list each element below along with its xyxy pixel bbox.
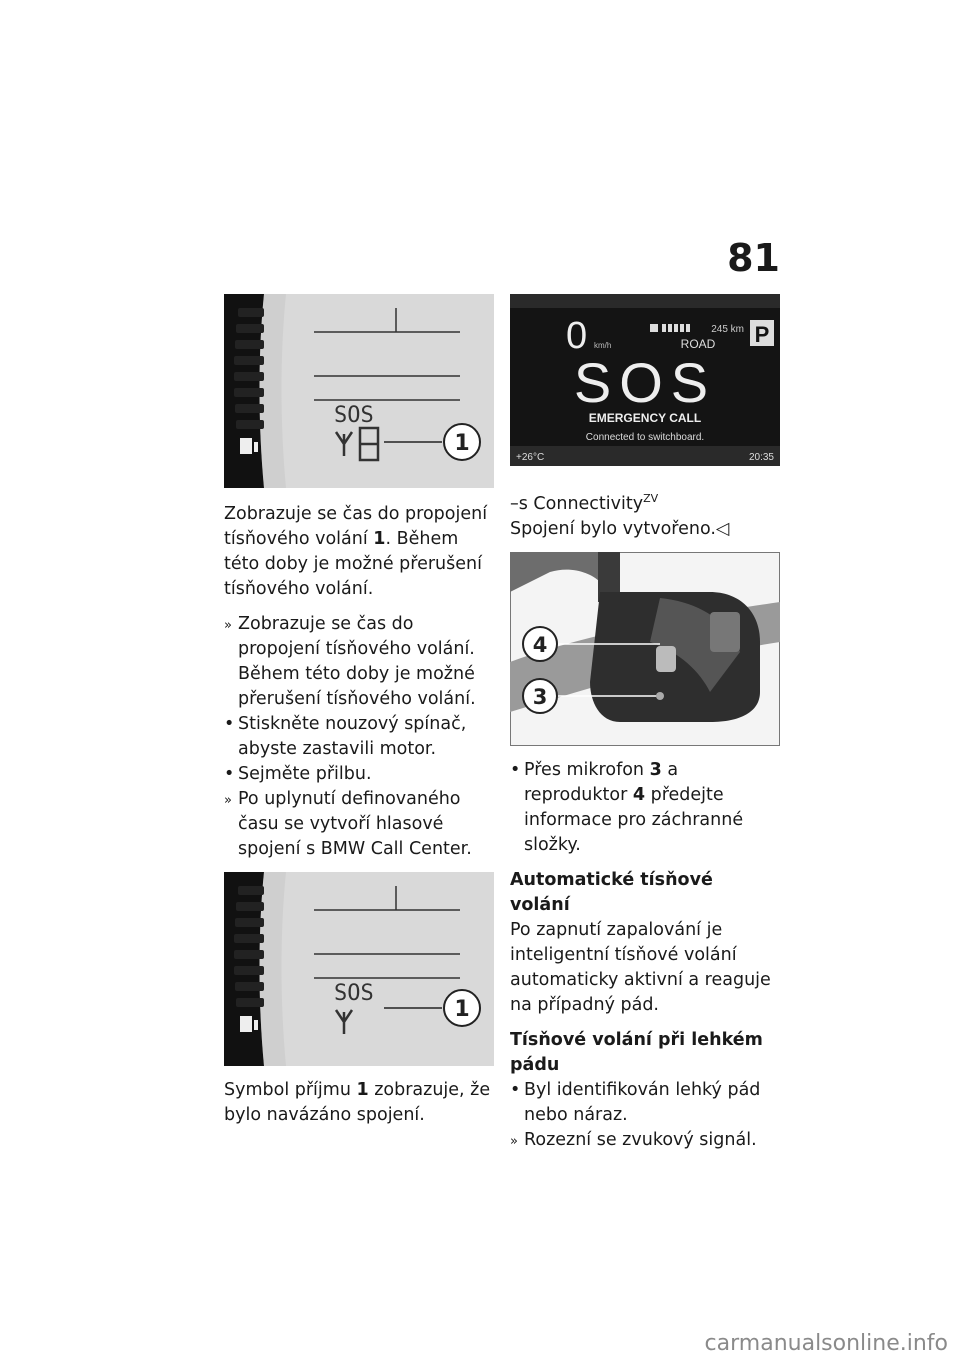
tft-sos-text: SOS <box>573 351 717 414</box>
temperature-value: +26°C <box>516 452 545 463</box>
callout-3: 3 <box>532 684 548 709</box>
heading-light-fall: Tísňové volání při lehkém pádu <box>510 1029 763 1075</box>
list-item: » Po uplynutí definovaného času se vytvoří hlasové spojení s BMW Call Center. <box>224 789 472 859</box>
handlebar-switch-figure <box>510 552 780 746</box>
range-value: 245 km <box>711 324 744 335</box>
list-item: » Rozezní se zvukový signál. <box>510 1129 757 1150</box>
microphone-icon <box>656 692 664 700</box>
callout-4: 4 <box>532 632 548 657</box>
steps-list <box>224 612 492 862</box>
connectivity-line: –s Connectivity$^{ZV}$ <box>510 492 659 514</box>
right-column <box>510 294 778 1163</box>
light-fall-list <box>510 1078 778 1153</box>
list-item: • Stiskněte nouzový spínač, abyste zastavili motor. <box>224 714 467 759</box>
mic-list <box>510 758 778 858</box>
switch-button <box>656 646 676 672</box>
callout-1: 1 <box>454 997 470 1022</box>
emergency-call-text: EMERGENCY CALL <box>588 411 702 425</box>
list-item: » Zobrazuje se čas do propojení tísňového volání. Během této doby je možné přerušení tísňového volání. <box>224 614 476 709</box>
connected-line: Spojení bylo vytvořeno.◁ <box>510 518 730 539</box>
page-number: 81 <box>727 236 780 280</box>
clock-value: 20:35 <box>748 452 774 463</box>
speed-unit: km/h <box>594 341 612 350</box>
gear-indicator: P <box>754 322 770 347</box>
lcd-sos-text: SOS <box>334 981 374 1006</box>
list-item: • Přes mikrofon 3 a reproduktor 4 předejte informace pro záchranné složky. <box>510 759 744 855</box>
list-item: • Byl identifikován lehký pád nebo náraz. <box>510 1079 761 1125</box>
fuel-icon <box>650 324 658 332</box>
left-column <box>224 294 492 1138</box>
tft-display-figure <box>510 294 780 466</box>
heading-automatic-call: Automatické tísňové volání <box>510 869 713 915</box>
lcd-display-figure-countdown <box>224 294 494 488</box>
list-item: • Sejměte přilbu. <box>224 764 372 784</box>
paragraph-automatic-call: Po zapnutí zapalování je inteligentní tísňové volání automaticky aktivní a reaguje na případný pád. <box>510 919 771 1015</box>
ride-mode: ROAD <box>680 337 716 351</box>
lcd-sos-text: SOS <box>334 403 374 428</box>
lcd-display-figure-connected <box>224 872 494 1066</box>
connection-status-text: Connected to switchboard. <box>585 432 705 443</box>
paragraph-countdown: Zobrazuje se čas do propojení tísňového volání 1. Během této doby je možné přerušení tísňového volání. <box>224 504 488 599</box>
speed-value: 0 <box>566 315 588 357</box>
paragraph-signal: Symbol příjmu 1 zobrazuje, že bylo navázáno spojení. <box>224 1080 491 1125</box>
callout-1: 1 <box>454 431 470 456</box>
watermark: carmanualsonline.info <box>704 1331 948 1356</box>
